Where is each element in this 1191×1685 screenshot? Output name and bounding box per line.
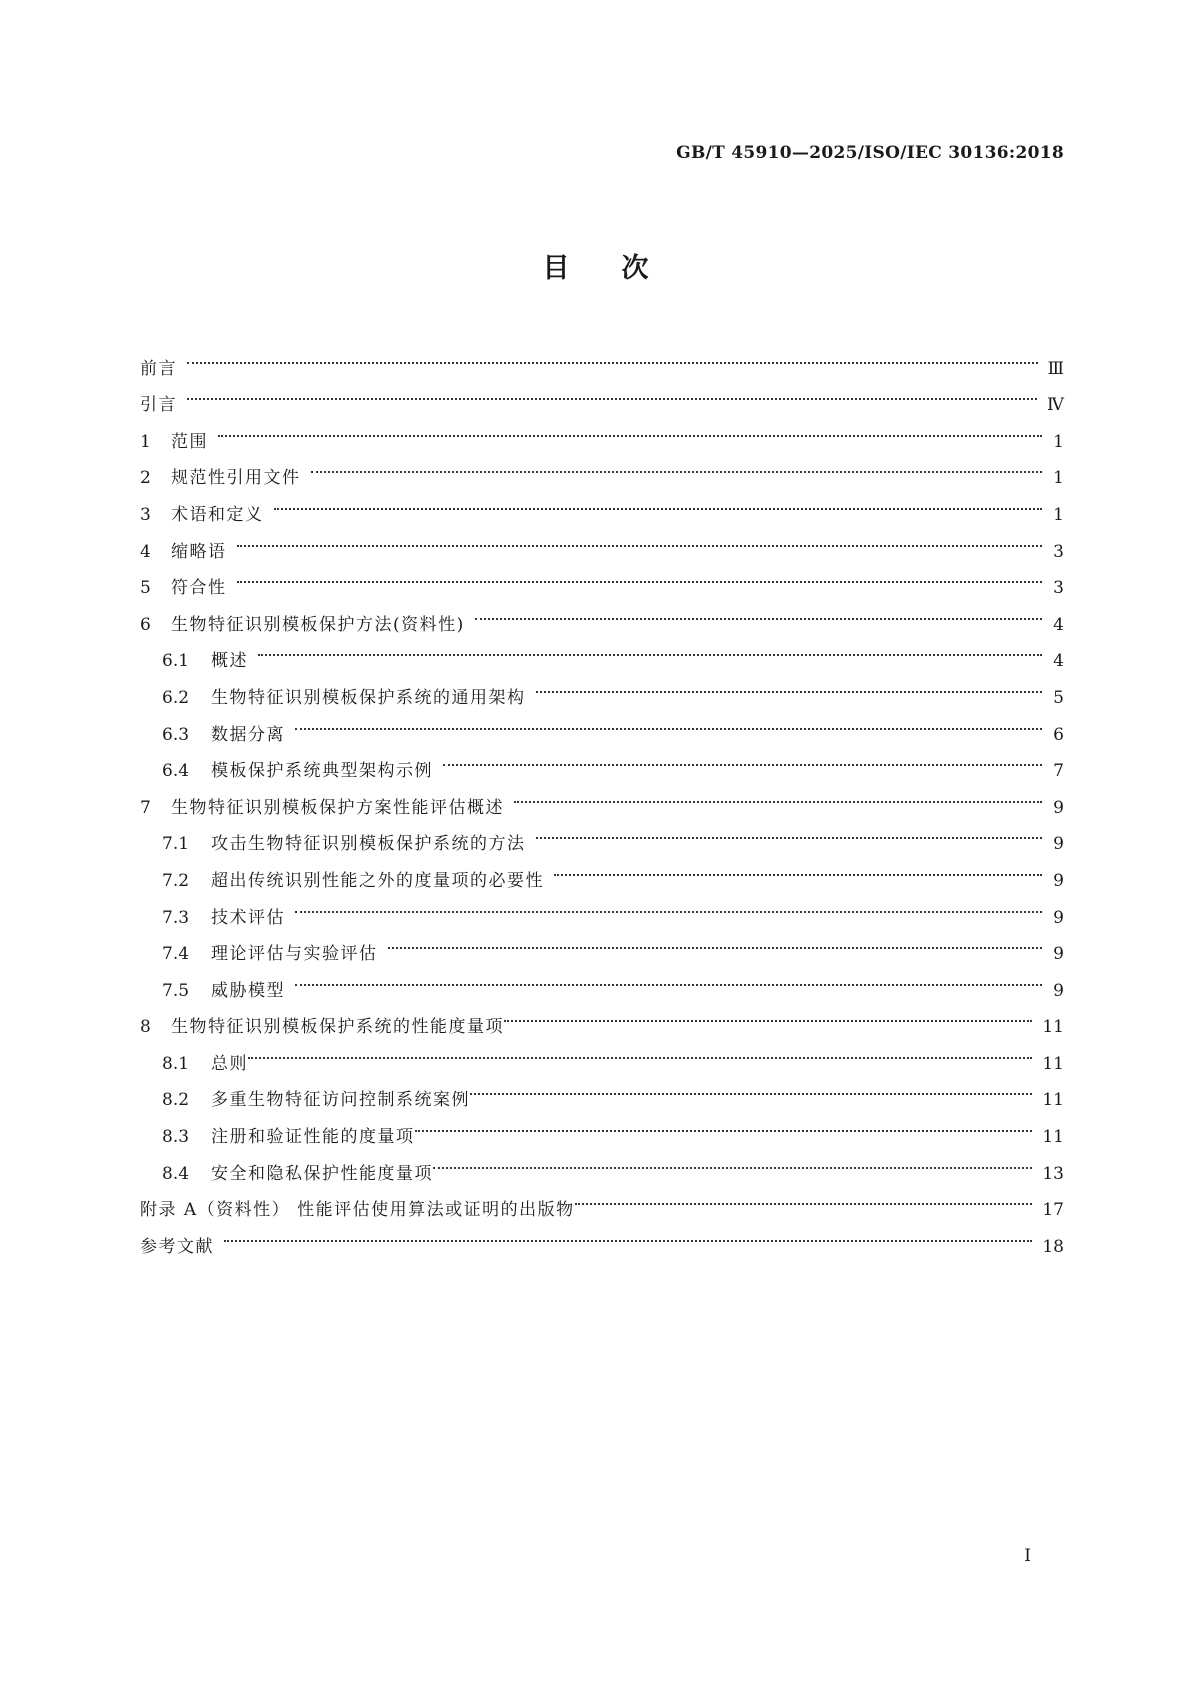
toc-entry-page: 4	[1053, 651, 1064, 672]
toc-entry-label: 总则	[211, 1053, 248, 1074]
toc-entry-label: 数据分离	[211, 724, 285, 745]
toc-entry-label: 引言	[140, 395, 177, 416]
toc-entry-page: 3	[1053, 578, 1064, 599]
dot-leader	[504, 996, 1032, 1033]
toc-entry-page: 1	[1053, 468, 1064, 489]
dot-leader	[415, 1105, 1033, 1142]
dot-leader	[274, 483, 1043, 520]
toc-entry-page: 1	[1053, 504, 1064, 525]
toc-entry-label: 缩略语	[171, 541, 227, 562]
page-title: 目次	[542, 253, 701, 284]
toc-entry-5[interactable]	[140, 557, 1064, 599]
dot-leader	[248, 1032, 1032, 1069]
toc-entry-page: Ⅲ	[1047, 358, 1064, 379]
document-code: GB/T 45910—2025/ISO/IEC 30136:2018	[676, 143, 1064, 163]
toc-entry-number: 8	[140, 1017, 151, 1038]
toc-entry-label: 生物特征识别模板保护方案性能评估概述	[171, 797, 504, 818]
toc-entry-label: 生物特征识别模板保护系统的通用架构	[211, 687, 526, 708]
dot-leader	[433, 1142, 1032, 1179]
toc-entry-label: 参考文献	[140, 1236, 214, 1257]
dot-leader	[475, 593, 1042, 630]
toc-entry-number: 7.1	[162, 834, 190, 855]
toc-entry-label: 符合性	[171, 578, 227, 599]
toc-entry-page: 9	[1053, 944, 1064, 965]
toc-entry-number: 8.1	[162, 1053, 190, 1074]
toc-entry-page: 13	[1042, 1163, 1064, 1184]
dot-leader	[514, 776, 1042, 813]
toc-entry-number: 7.3	[162, 907, 190, 928]
toc-entry-number: 7	[140, 797, 151, 818]
toc-entry-page: 11	[1042, 1053, 1064, 1074]
toc-entry-page: 9	[1053, 907, 1064, 928]
dot-leader	[295, 886, 1042, 923]
table-of-contents	[140, 337, 1064, 1257]
toc-entry-page: 4	[1053, 614, 1064, 635]
toc-entry-label: 前言	[140, 358, 177, 379]
toc-entry-page: 18	[1042, 1236, 1064, 1257]
toc-entry-2[interactable]	[140, 447, 1064, 489]
toc-entry-3[interactable]	[140, 483, 1064, 525]
toc-entry-number: 6.2	[162, 687, 190, 708]
toc-entry-label: 生物特征识别模板保护方法(资料性)	[171, 614, 465, 635]
toc-entry-label: 攻击生物特征识别模板保护系统的方法	[211, 834, 526, 855]
toc-entry-number: 6.4	[162, 761, 190, 782]
toc-entry-label: 范围	[171, 431, 208, 452]
toc-entry-number: 7.4	[162, 944, 190, 965]
toc-entry-label: 超出传统识别性能之外的度量项的必要性	[211, 870, 544, 891]
toc-entry-number: 8.2	[162, 1090, 190, 1111]
toc-entry-number: 1	[140, 431, 151, 452]
dot-leader	[536, 666, 1043, 703]
dot-leader	[224, 1215, 1032, 1252]
toc-entry-number: 6.3	[162, 724, 190, 745]
toc-entry-6-2[interactable]	[140, 666, 1064, 708]
toc-entry-6[interactable]	[140, 593, 1064, 635]
toc-entry-label: 模板保护系统典型架构示例	[211, 761, 433, 782]
toc-entry-number: 2	[140, 468, 151, 489]
dot-leader	[388, 923, 1043, 960]
dot-leader	[295, 959, 1042, 996]
dot-leader	[443, 740, 1042, 777]
toc-entry-number: 7.2	[162, 870, 190, 891]
dot-leader	[536, 813, 1043, 850]
toc-entry-number: 8.3	[162, 1127, 190, 1148]
toc-entry-6-1[interactable]	[140, 630, 1064, 672]
toc-entry-label: 术语和定义	[171, 504, 264, 525]
toc-entry-number: 4	[140, 541, 151, 562]
toc-entry-1[interactable]	[140, 410, 1064, 452]
dot-leader	[554, 849, 1042, 886]
toc-entry-number: 5	[140, 578, 151, 599]
toc-entry-bibliography[interactable]	[140, 1215, 1064, 1257]
toc-entry-page: 9	[1053, 870, 1064, 891]
toc-entry-label: 技术评估	[211, 907, 285, 928]
toc-entry-4[interactable]	[140, 520, 1064, 562]
dot-leader	[237, 557, 1043, 594]
toc-entry-introduction[interactable]	[140, 374, 1064, 416]
toc-entry-number: 3	[140, 504, 151, 525]
toc-entry-page: 9	[1053, 834, 1064, 855]
dot-leader	[575, 1179, 1033, 1216]
dot-leader	[218, 410, 1042, 447]
toc-entry-page: 11	[1042, 1127, 1064, 1148]
toc-entry-label: 多重生物特征访问控制系统案例	[211, 1090, 470, 1111]
dot-leader	[295, 703, 1042, 740]
toc-entry-label: 规范性引用文件	[171, 468, 301, 489]
toc-entry-page: 9	[1053, 980, 1064, 1001]
toc-entry-number: 6	[140, 614, 151, 635]
toc-entry-page: 6	[1053, 724, 1064, 745]
toc-entry-8-1[interactable]	[140, 1032, 1064, 1074]
toc-entry-page: 3	[1053, 541, 1064, 562]
dot-leader	[237, 520, 1043, 557]
toc-entry-label: 理论评估与实验评估	[211, 944, 378, 965]
page-number: I	[1024, 1546, 1031, 1566]
toc-entry-label: 注册和验证性能的度量项	[211, 1127, 415, 1148]
dot-leader	[187, 337, 1038, 374]
dot-leader	[311, 447, 1043, 484]
toc-entry-8-2[interactable]	[140, 1069, 1064, 1111]
toc-entry-number: 8.4	[162, 1163, 190, 1184]
toc-entry-page: 5	[1053, 687, 1064, 708]
toc-entry-label: 威胁模型	[211, 980, 285, 1001]
toc-entry-label: 概述	[211, 651, 248, 672]
toc-entry-number: 7.5	[162, 980, 190, 1001]
toc-entry-page: 17	[1042, 1200, 1064, 1221]
toc-entry-label: 附录 A（资料性） 性能评估使用算法或证明的出版物	[140, 1200, 575, 1221]
dot-leader	[470, 1069, 1032, 1106]
toc-entry-page: 1	[1053, 431, 1064, 452]
toc-entry-page: Ⅳ	[1047, 395, 1064, 416]
toc-entry-page: 7	[1053, 761, 1064, 782]
dot-leader	[258, 630, 1042, 667]
toc-entry-page: 11	[1042, 1017, 1064, 1038]
toc-entry-label: 生物特征识别模板保护系统的性能度量项	[171, 1017, 504, 1038]
toc-entry-label: 安全和隐私保护性能度量项	[211, 1163, 433, 1184]
toc-entry-number: 6.1	[162, 651, 190, 672]
toc-entry-page: 9	[1053, 797, 1064, 818]
toc-entry-page: 11	[1042, 1090, 1064, 1111]
toc-entry-foreword[interactable]	[140, 337, 1064, 379]
dot-leader	[187, 374, 1037, 411]
